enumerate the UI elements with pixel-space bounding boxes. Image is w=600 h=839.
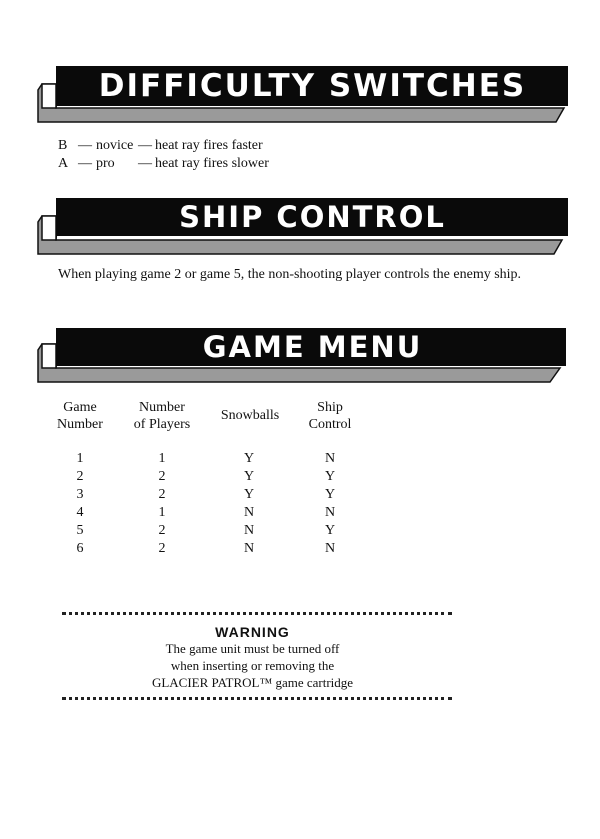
cell-snowballs: N xyxy=(243,523,255,538)
warning-text-line: when inserting or removing the xyxy=(170,658,335,673)
header-line: Number xyxy=(139,400,185,415)
cell-game: 5 xyxy=(76,523,84,538)
ship-control-text: When playing game 2 or game 5, the non-shooting player controls the enemy ship. xyxy=(58,267,522,282)
cell-players: 2 xyxy=(158,523,166,538)
switch-key: A xyxy=(58,156,69,171)
difficulty-description: heat ray fires slower xyxy=(155,156,269,171)
table-row xyxy=(0,468,400,486)
table-row xyxy=(0,540,400,558)
dash: — xyxy=(138,156,152,171)
warning-text-line: The game unit must be turned off xyxy=(165,641,340,656)
header-line: Snowballs xyxy=(220,408,280,423)
header-game-number xyxy=(40,399,120,433)
header-ship-control xyxy=(290,399,370,433)
cell-ship-control: Y xyxy=(324,469,336,484)
header-line: Ship xyxy=(317,400,343,415)
switch-key: B xyxy=(58,138,68,153)
cell-game: 4 xyxy=(76,505,84,520)
table-row xyxy=(0,522,400,540)
cell-players: 2 xyxy=(158,487,166,502)
header-snowballs xyxy=(210,407,290,424)
table-row xyxy=(0,450,400,468)
cell-ship-control: Y xyxy=(324,487,336,502)
warning-title: WARNING xyxy=(215,624,290,640)
difficulty-switches-banner xyxy=(0,64,600,126)
header-line: of Players xyxy=(133,417,191,432)
difficulty-description: heat ray fires faster xyxy=(155,138,263,153)
difficulty-level: novice xyxy=(96,138,134,153)
cell-snowballs: N xyxy=(243,541,255,556)
dotted-divider-top xyxy=(62,612,452,615)
cell-snowballs: Y xyxy=(243,487,255,502)
cell-snowballs: Y xyxy=(243,451,255,466)
cell-players: 2 xyxy=(158,541,166,556)
dash: — xyxy=(138,138,152,153)
cell-ship-control: N xyxy=(324,505,336,520)
header-number-of-players xyxy=(120,399,204,433)
warning-text-line: GLACIER PATROL™ game cartridge xyxy=(151,675,354,690)
cell-ship-control: N xyxy=(324,451,336,466)
cell-snowballs: Y xyxy=(243,469,255,484)
header-line: Control xyxy=(308,417,352,432)
section-title: DIFFICULTY SWITCHES xyxy=(98,68,527,104)
cell-players: 1 xyxy=(158,451,166,466)
section-title: SHIP CONTROL xyxy=(179,200,446,234)
dotted-divider-bottom xyxy=(62,697,452,700)
cell-game: 1 xyxy=(76,451,84,466)
cell-game: 6 xyxy=(76,541,84,556)
cell-ship-control: Y xyxy=(324,523,336,538)
section-title: GAME MENU xyxy=(202,330,423,364)
dash: — xyxy=(78,156,92,171)
header-line: Game xyxy=(63,400,97,415)
game-menu-banner xyxy=(0,324,600,386)
cell-ship-control: N xyxy=(324,541,336,556)
cell-snowballs: N xyxy=(243,505,255,520)
dash: — xyxy=(78,138,92,153)
cell-game: 2 xyxy=(76,469,84,484)
table-row xyxy=(0,504,400,522)
table-row xyxy=(0,486,400,504)
cell-players: 2 xyxy=(158,469,166,484)
ship-control-banner xyxy=(0,196,600,258)
cell-players: 1 xyxy=(158,505,166,520)
header-line: Number xyxy=(57,417,103,432)
cell-game: 3 xyxy=(76,487,84,502)
difficulty-level: pro xyxy=(96,156,115,171)
